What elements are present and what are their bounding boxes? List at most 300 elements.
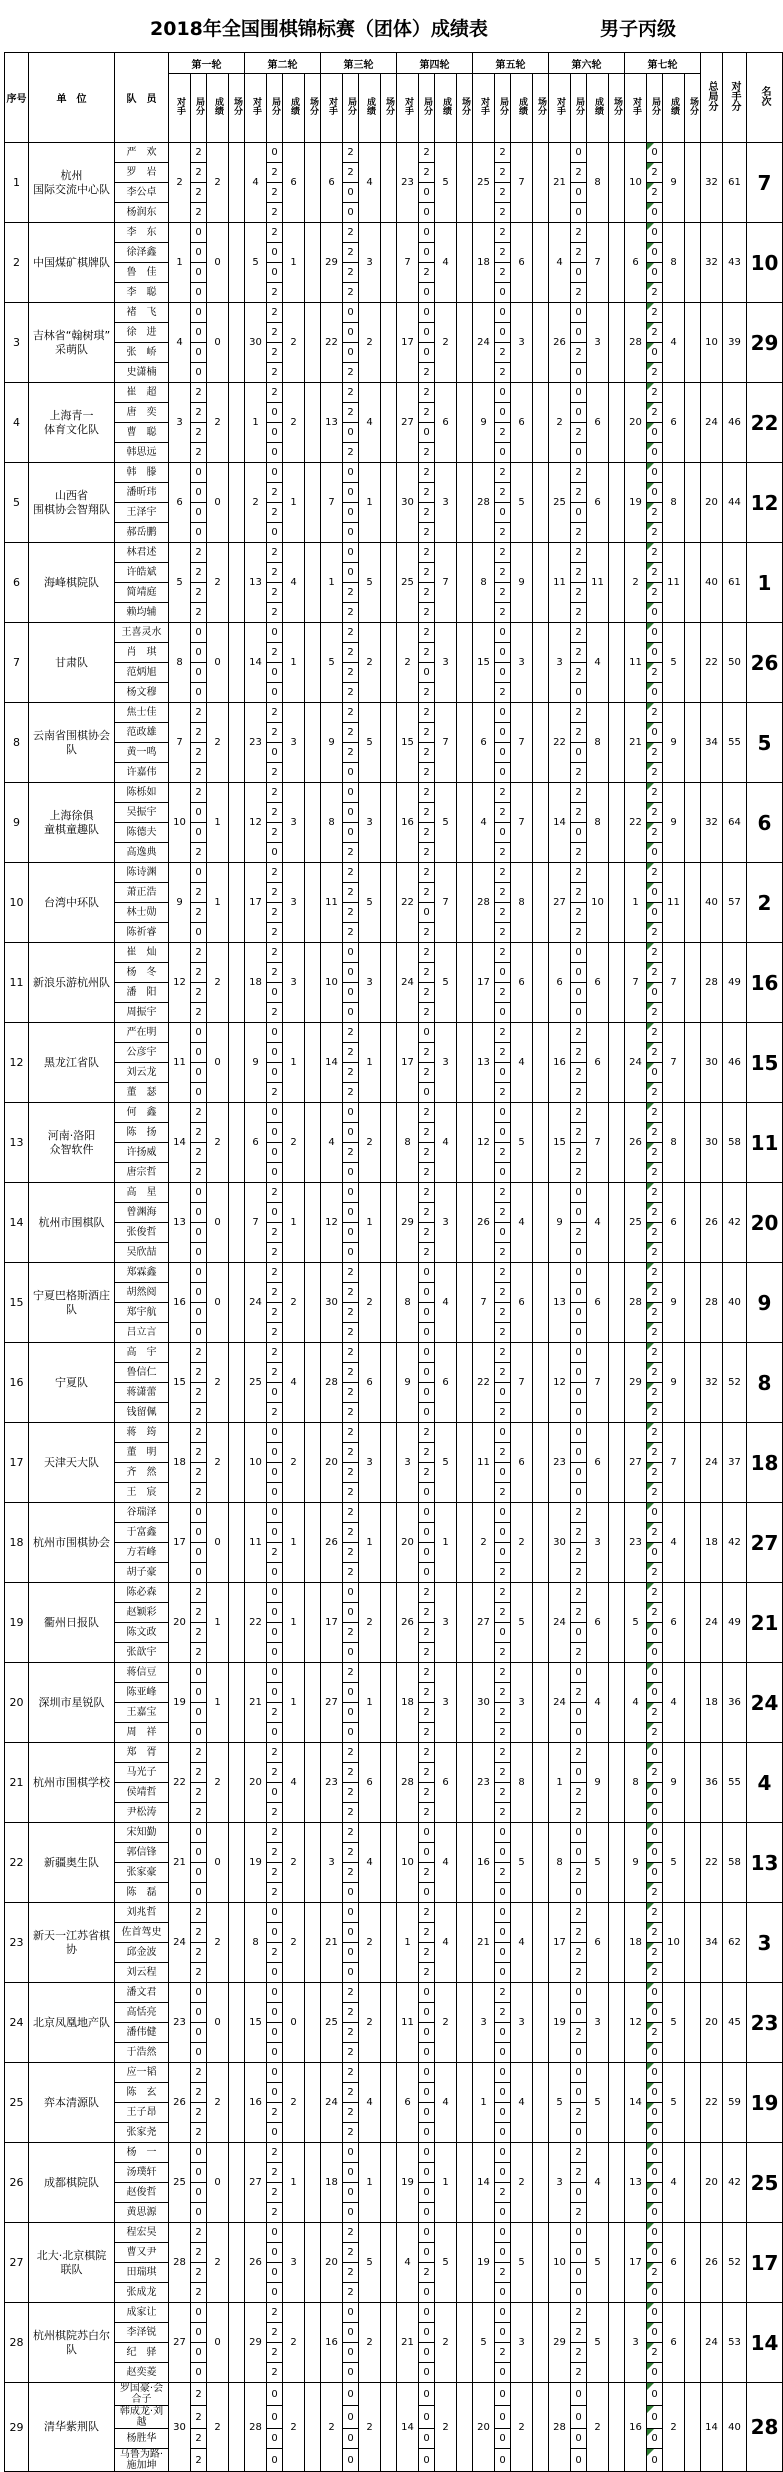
round-game-score: 0 <box>419 2043 435 2063</box>
round-match-score: 6 <box>587 1263 609 1343</box>
round-opponent: 28 <box>625 303 647 383</box>
round-opponent: 30 <box>473 1663 495 1743</box>
round-game-score: 0 <box>495 623 511 643</box>
round-match-score: 5 <box>663 1983 685 2063</box>
round-game-score: 2 <box>419 503 435 523</box>
round-match-score: 2 <box>359 1903 381 1983</box>
round-match-score: 2 <box>207 1103 229 1183</box>
round-match-points <box>381 1183 397 1263</box>
round-match-score: 7 <box>663 943 685 1023</box>
round-match-points <box>381 943 397 1023</box>
round-game-score: 0 <box>571 1883 587 1903</box>
team-opp-total: 40 <box>723 1263 747 1343</box>
round-match-points <box>381 543 397 623</box>
player-name: 董 瑟 <box>115 1083 169 1103</box>
header-opp-r2 <box>245 74 267 143</box>
round-game-score: 0 <box>647 1063 663 1083</box>
round-match-points <box>457 1423 473 1503</box>
round-opponent: 26 <box>321 1503 343 1583</box>
round-game-score: 2 <box>647 523 663 543</box>
round-match-score: 1 <box>283 623 305 703</box>
round-match-points <box>229 1183 245 1263</box>
round-match-score: 2 <box>207 943 229 1023</box>
round-game-score: 2 <box>267 2183 283 2203</box>
round-opponent: 24 <box>169 1903 191 1983</box>
round-game-score: 0 <box>571 1323 587 1343</box>
round-game-score: 2 <box>495 1483 511 1503</box>
round-opponent: 7 <box>473 1263 495 1343</box>
round-game-score: 2 <box>343 1763 359 1783</box>
player-name: 吴振宇 <box>115 803 169 823</box>
round-match-points <box>685 383 701 463</box>
round-match-points <box>457 1663 473 1743</box>
round-game-score: 2 <box>267 1823 283 1843</box>
team-rank: 4 <box>747 1743 783 1823</box>
round-match-score: 5 <box>359 543 381 623</box>
round-game-score: 2 <box>647 183 663 203</box>
round-opponent: 27 <box>245 2143 267 2223</box>
round-match-points <box>533 1503 549 1583</box>
round-game-score: 2 <box>343 1783 359 1803</box>
round-opponent: 20 <box>321 2223 343 2303</box>
round-game-score: 2 <box>571 1803 587 1823</box>
round-game-score: 2 <box>571 2023 587 2043</box>
round-opponent: 24 <box>321 2063 343 2143</box>
round-match-points <box>609 1663 625 1743</box>
round-game-score: 0 <box>267 263 283 283</box>
round-game-score: 0 <box>343 2143 359 2163</box>
round-opponent: 21 <box>321 1903 343 1983</box>
header-game-label: 局分 <box>422 97 432 115</box>
round-game-score: 2 <box>495 343 511 363</box>
round-game-score: 0 <box>343 303 359 323</box>
round-game-score: 2 <box>571 923 587 943</box>
round-opponent: 23 <box>473 1743 495 1823</box>
header-opp-label: 对手 <box>251 97 261 115</box>
round-game-score: 0 <box>191 2163 207 2183</box>
round-game-score: 2 <box>419 483 435 503</box>
round-game-score: 2 <box>419 983 435 1003</box>
team-rank: 8 <box>747 1343 783 1423</box>
team-total: 34 <box>701 703 723 783</box>
round-game-score: 0 <box>267 2449 283 2472</box>
round-game-score: 2 <box>495 2003 511 2023</box>
round-match-score: 5 <box>587 2063 609 2143</box>
round-match-score: 4 <box>511 1903 533 1983</box>
team-seq: 29 <box>5 2383 29 2472</box>
header-round-2: 第二轮 <box>245 53 321 74</box>
results-table <box>4 52 783 2472</box>
team-unit-label: 成都棋院队 <box>44 2175 99 2189</box>
round-game-score: 2 <box>343 223 359 243</box>
round-match-points <box>457 223 473 303</box>
team-total: 40 <box>701 543 723 623</box>
round-game-score: 2 <box>419 2263 435 2283</box>
round-game-score: 0 <box>267 743 283 763</box>
round-match-points <box>457 2303 473 2383</box>
round-game-score: 2 <box>571 283 587 303</box>
round-match-score: 6 <box>587 1583 609 1663</box>
round-game-score: 0 <box>343 1683 359 1703</box>
round-match-score: 1 <box>435 2143 457 2223</box>
team-seq: 2 <box>5 223 29 303</box>
round-game-score: 0 <box>647 1823 663 1843</box>
round-match-score: 4 <box>663 2143 685 2223</box>
round-opponent: 19 <box>169 1663 191 1743</box>
team-rank: 24 <box>747 1663 783 1743</box>
round-match-points <box>533 2143 549 2223</box>
round-game-score: 2 <box>343 1523 359 1543</box>
round-game-score: 2 <box>267 1303 283 1323</box>
header-score-r2 <box>283 74 305 143</box>
round-match-points <box>609 1183 625 1263</box>
team-opp-total: 39 <box>723 303 747 383</box>
round-game-score: 2 <box>571 803 587 823</box>
round-match-score: 3 <box>283 783 305 863</box>
round-match-score: 4 <box>359 143 381 223</box>
round-game-score: 2 <box>495 2183 511 2203</box>
round-game-score: 2 <box>267 163 283 183</box>
round-game-score: 2 <box>571 1083 587 1103</box>
round-game-score: 0 <box>419 2223 435 2243</box>
round-game-score: 2 <box>419 1643 435 1663</box>
team-unit <box>29 1423 115 1503</box>
round-game-score: 2 <box>267 2203 283 2223</box>
team-unit-label: 弈本清源队 <box>44 2095 99 2109</box>
player-name: 李公卓 <box>115 183 169 203</box>
player-name: 于浩然 <box>115 2043 169 2063</box>
round-opponent: 1 <box>397 1903 419 1983</box>
round-match-score: 4 <box>435 223 457 303</box>
player-name: 谷瑞泽 <box>115 1503 169 1523</box>
table-row <box>5 1983 783 2003</box>
round-opponent: 25 <box>169 2143 191 2223</box>
header-opp-r3 <box>321 74 343 143</box>
header-score-label: 成绩 <box>669 97 679 115</box>
team-total: 30 <box>701 1023 723 1103</box>
round-match-points <box>609 623 625 703</box>
team-rank: 16 <box>747 943 783 1023</box>
round-game-score: 0 <box>647 1663 663 1683</box>
player-name: 崔 超 <box>115 383 169 403</box>
round-opponent: 27 <box>321 1663 343 1743</box>
round-opponent: 7 <box>169 703 191 783</box>
round-game-score: 0 <box>495 763 511 783</box>
round-game-score: 0 <box>191 683 207 703</box>
round-game-score: 0 <box>191 2363 207 2383</box>
round-game-score: 0 <box>571 983 587 1003</box>
player-name: 焦士佳 <box>115 703 169 723</box>
round-game-score: 2 <box>571 863 587 883</box>
round-game-score: 0 <box>419 1363 435 1383</box>
round-game-score: 2 <box>571 1943 587 1963</box>
player-name: 严在明 <box>115 1023 169 1043</box>
round-game-score: 2 <box>343 283 359 303</box>
team-unit <box>29 1983 115 2063</box>
round-game-score: 2 <box>191 403 207 423</box>
team-total: 30 <box>701 1103 723 1183</box>
round-game-score: 2 <box>495 1663 511 1683</box>
round-game-score: 0 <box>343 1163 359 1183</box>
header-game-r1 <box>191 74 207 143</box>
round-game-score: 2 <box>647 503 663 523</box>
round-match-score: 3 <box>587 1503 609 1583</box>
round-match-points <box>609 1743 625 1823</box>
round-game-score: 0 <box>571 1343 587 1363</box>
round-game-score: 2 <box>267 1283 283 1303</box>
round-opponent: 16 <box>625 2383 647 2472</box>
round-game-score: 2 <box>495 183 511 203</box>
round-match-score: 3 <box>435 623 457 703</box>
round-game-score: 0 <box>191 1543 207 1563</box>
team-unit <box>29 303 115 383</box>
round-game-score: 2 <box>647 1723 663 1743</box>
round-game-score: 0 <box>495 2363 511 2383</box>
player-name: 马鲁为路·施加坤 <box>115 2449 169 2472</box>
round-game-score: 2 <box>571 2363 587 2383</box>
round-match-score: 2 <box>283 1103 305 1183</box>
player-name: 高恬亮 <box>115 2003 169 2023</box>
round-game-score: 0 <box>571 2283 587 2303</box>
player-name: 赵奕菱 <box>115 2363 169 2383</box>
round-game-score: 0 <box>343 423 359 443</box>
round-match-points <box>533 2223 549 2303</box>
round-game-score: 2 <box>571 2323 587 2343</box>
round-game-score: 0 <box>343 483 359 503</box>
round-game-score: 2 <box>495 143 511 163</box>
player-name: 韩思远 <box>115 443 169 463</box>
round-opponent: 5 <box>321 623 343 703</box>
round-game-score: 0 <box>495 703 511 723</box>
round-game-score: 2 <box>647 1583 663 1603</box>
round-match-score: 1 <box>283 1503 305 1583</box>
round-game-score: 0 <box>419 1483 435 1503</box>
round-match-score: 8 <box>587 143 609 223</box>
player-name: 唐宗哲 <box>115 1163 169 1183</box>
team-seq: 24 <box>5 1983 29 2063</box>
round-opponent: 29 <box>321 223 343 303</box>
round-match-score: 2 <box>283 1903 305 1983</box>
round-game-score: 0 <box>571 1003 587 1023</box>
round-game-score: 0 <box>495 2283 511 2303</box>
player-name: 曹 聪 <box>115 423 169 443</box>
round-opponent: 9 <box>397 1343 419 1423</box>
header-opp-total <box>723 53 747 143</box>
round-opponent: 13 <box>549 1263 571 1343</box>
team-rank: 5 <box>747 703 783 783</box>
round-match-score: 2 <box>207 1903 229 1983</box>
player-name: 于富鑫 <box>115 1523 169 1543</box>
player-name: 严 欢 <box>115 143 169 163</box>
round-game-score: 2 <box>191 2063 207 2083</box>
team-unit-label: 甘肃队 <box>55 655 88 669</box>
round-match-points <box>381 303 397 383</box>
round-game-score: 0 <box>191 863 207 883</box>
round-game-score: 0 <box>191 263 207 283</box>
round-game-score: 2 <box>419 1763 435 1783</box>
round-match-points <box>609 1823 625 1903</box>
header-score-r6 <box>587 74 609 143</box>
team-opp-total: 53 <box>723 2303 747 2383</box>
round-match-points <box>609 783 625 863</box>
round-match-points <box>457 383 473 463</box>
round-game-score: 0 <box>267 2263 283 2283</box>
round-opponent: 8 <box>549 1823 571 1903</box>
round-game-score: 2 <box>267 1323 283 1343</box>
round-game-score: 2 <box>419 1043 435 1063</box>
round-game-score: 0 <box>495 1003 511 1023</box>
round-game-score: 0 <box>571 443 587 463</box>
round-opponent: 22 <box>473 1343 495 1423</box>
round-game-score: 0 <box>571 1203 587 1223</box>
round-game-score: 2 <box>419 523 435 543</box>
round-game-score: 2 <box>267 2143 283 2163</box>
round-game-score: 2 <box>267 2363 283 2383</box>
round-match-score: 2 <box>359 2383 381 2472</box>
round-match-score: 3 <box>587 1983 609 2063</box>
table-row <box>5 2143 783 2163</box>
header-rank <box>747 53 783 143</box>
round-game-score: 0 <box>495 303 511 323</box>
round-game-score: 2 <box>343 1403 359 1423</box>
player-name: 范炳旭 <box>115 663 169 683</box>
round-opponent: 12 <box>169 943 191 1023</box>
round-game-score: 0 <box>191 1983 207 2003</box>
round-game-score: 2 <box>647 363 663 383</box>
round-game-score: 2 <box>267 303 283 323</box>
round-game-score: 2 <box>267 1863 283 1883</box>
round-game-score: 2 <box>571 1643 587 1663</box>
round-game-score: 0 <box>343 2303 359 2323</box>
round-game-score: 0 <box>419 2143 435 2163</box>
round-game-score: 2 <box>647 803 663 823</box>
round-match-points <box>533 1983 549 2063</box>
round-game-score: 2 <box>571 763 587 783</box>
round-match-points <box>381 1423 397 1503</box>
round-match-points <box>381 1103 397 1183</box>
round-match-score: 4 <box>283 1743 305 1823</box>
team-seq: 26 <box>5 2143 29 2223</box>
round-opponent: 16 <box>397 783 419 863</box>
header-game-label: 局分 <box>270 97 280 115</box>
round-game-score: 2 <box>647 1903 663 1923</box>
round-match-score: 5 <box>359 863 381 943</box>
table-row <box>5 703 783 723</box>
round-match-points <box>229 1103 245 1183</box>
round-game-score: 2 <box>495 1563 511 1583</box>
round-game-score: 2 <box>647 163 663 183</box>
round-game-score: 0 <box>571 323 587 343</box>
round-game-score: 0 <box>495 2203 511 2223</box>
round-opponent: 17 <box>473 943 495 1023</box>
round-opponent: 15 <box>473 623 495 703</box>
round-match-score: 6 <box>511 943 533 1023</box>
round-game-score: 0 <box>191 1263 207 1283</box>
team-rank: 22 <box>747 383 783 463</box>
round-game-score: 0 <box>419 663 435 683</box>
round-opponent: 21 <box>473 1903 495 1983</box>
round-game-score: 2 <box>419 923 435 943</box>
round-game-score: 2 <box>571 223 587 243</box>
round-game-score: 0 <box>343 2406 359 2429</box>
round-game-score: 2 <box>495 483 511 503</box>
round-opponent: 27 <box>473 1583 495 1663</box>
round-game-score: 0 <box>343 1963 359 1983</box>
round-game-score: 2 <box>343 1863 359 1883</box>
player-name: 黄思源 <box>115 2203 169 2223</box>
round-game-score: 2 <box>495 923 511 943</box>
round-match-score: 2 <box>435 2383 457 2472</box>
round-match-points <box>533 1743 549 1823</box>
round-game-score: 0 <box>343 203 359 223</box>
team-unit <box>29 1583 115 1663</box>
round-game-score: 0 <box>191 523 207 543</box>
team-rank: 19 <box>747 2063 783 2143</box>
round-game-score: 2 <box>571 423 587 443</box>
round-game-score: 2 <box>495 1643 511 1663</box>
round-game-score: 2 <box>495 983 511 1003</box>
round-match-score: 8 <box>511 1743 533 1823</box>
round-game-score: 0 <box>191 1843 207 1863</box>
team-unit-label: 新疆奥生队 <box>44 1855 99 1869</box>
round-game-score: 2 <box>495 1323 511 1343</box>
round-match-score: 4 <box>359 2063 381 2143</box>
round-game-score: 0 <box>191 1883 207 1903</box>
round-game-score: 0 <box>191 303 207 323</box>
team-rank: 21 <box>747 1583 783 1663</box>
round-match-points <box>381 1663 397 1743</box>
round-game-score: 0 <box>191 823 207 843</box>
round-game-score: 2 <box>419 1183 435 1203</box>
round-opponent: 4 <box>625 1663 647 1743</box>
round-opponent: 11 <box>625 623 647 703</box>
round-opponent: 1 <box>625 863 647 943</box>
round-game-score: 2 <box>647 303 663 323</box>
round-game-score: 0 <box>495 1923 511 1943</box>
round-match-score: 1 <box>283 223 305 303</box>
header-score-r1 <box>207 74 229 143</box>
round-opponent: 5 <box>169 543 191 623</box>
round-opponent: 21 <box>397 2303 419 2383</box>
round-match-points <box>609 1903 625 1983</box>
round-game-score: 2 <box>191 563 207 583</box>
round-game-score: 2 <box>647 1383 663 1403</box>
round-match-score: 7 <box>587 223 609 303</box>
round-match-points <box>685 223 701 303</box>
round-game-score: 2 <box>191 903 207 923</box>
round-match-points <box>381 143 397 223</box>
round-game-score: 0 <box>191 2023 207 2043</box>
header-round-1: 第一轮 <box>169 53 245 74</box>
round-game-score: 0 <box>191 1243 207 1263</box>
round-game-score: 2 <box>419 783 435 803</box>
team-unit-label: 北京凤凰地产队 <box>33 2015 110 2029</box>
round-game-score: 0 <box>419 323 435 343</box>
round-opponent: 26 <box>397 1583 419 1663</box>
round-game-score: 2 <box>419 583 435 603</box>
round-game-score: 2 <box>419 1003 435 1023</box>
team-unit <box>29 1263 115 1343</box>
round-match-points <box>381 703 397 783</box>
round-game-score: 2 <box>495 1243 511 1263</box>
round-match-score: 3 <box>435 1023 457 1103</box>
round-game-score: 2 <box>343 583 359 603</box>
round-game-score: 0 <box>191 363 207 383</box>
team-unit-label: 宁夏巴格斯酒庄队 <box>33 1288 110 1316</box>
round-game-score: 2 <box>267 1943 283 1963</box>
round-game-score: 2 <box>647 1883 663 1903</box>
round-match-score: 2 <box>283 2063 305 2143</box>
